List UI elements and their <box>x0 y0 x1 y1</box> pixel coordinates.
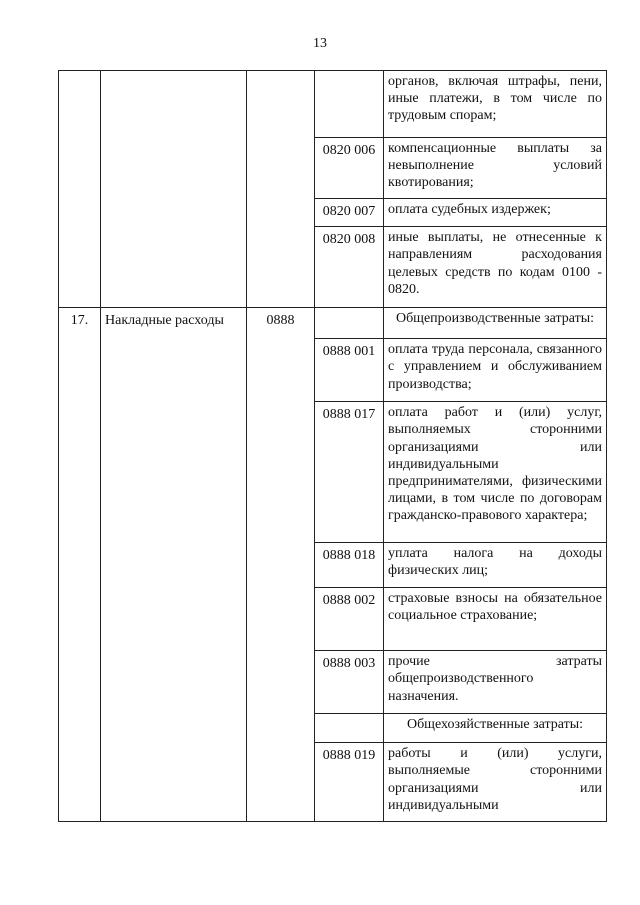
description-cell: иные выплаты, не отнесенные к направлениям расходования целевых средств по кодам 0100 - 0820. <box>384 227 607 308</box>
sub-code-cell: 0820 006 <box>315 138 384 199</box>
sub-code-cell <box>315 308 384 339</box>
sub-code-cell: 0888 001 <box>315 339 384 402</box>
sub-code-cell: 0888 003 <box>315 651 384 714</box>
description-cell: оплата судебных издержек; <box>384 199 607 227</box>
table-row <box>59 71 607 138</box>
sub-code-cell: 0888 018 <box>315 543 384 588</box>
sub-code-cell: 0888 017 <box>315 402 384 543</box>
description-cell: работы и (или) услуги, выполняемые сторонними организациями или индивидуальными <box>384 743 607 822</box>
sub-code-cell <box>315 71 384 138</box>
description-cell: уплата налога на доходы физических лиц; <box>384 543 607 588</box>
description-cell: органов, включая штрафы, пени, иные платежи, в том числе по трудовым спорам; <box>384 71 607 138</box>
description-cell: оплата труда персонала, связанного с управлением и обслуживанием производства; <box>384 339 607 402</box>
section-heading-cell: Общехозяйственные затраты: <box>384 714 607 743</box>
section-heading-cell: Общепроизводственные затраты: <box>384 308 607 339</box>
item-name-cell: Накладные расходы <box>101 308 247 822</box>
sub-code-cell: 0820 007 <box>315 199 384 227</box>
budget-codes-table-wrapper <box>58 70 606 822</box>
item-code-cell <box>247 71 315 308</box>
description-cell: компенсационные выплаты за невыполнение условий квотирования; <box>384 138 607 199</box>
description-cell: оплата работ и (или) услуг, выполняемых сторонними организациями или индивидуальными предпринимателями, физическими лицами, в том числе по договорам гражданско-правового характера; <box>384 402 607 543</box>
table-row <box>59 308 607 339</box>
item-number-cell <box>59 71 101 308</box>
item-number-cell: 17. <box>59 308 101 822</box>
description-cell: прочие затраты общепроизводственного назначения. <box>384 651 607 714</box>
page-number: 13 <box>313 36 327 51</box>
item-code-cell: 0888 <box>247 308 315 822</box>
sub-code-cell: 0888 019 <box>315 743 384 822</box>
sub-code-cell <box>315 714 384 743</box>
item-name-cell <box>101 71 247 308</box>
sub-code-cell: 0820 008 <box>315 227 384 308</box>
budget-codes-table <box>58 70 607 822</box>
description-cell: страховые взносы на обязательное социальное страхование; <box>384 588 607 651</box>
sub-code-cell: 0888 002 <box>315 588 384 651</box>
